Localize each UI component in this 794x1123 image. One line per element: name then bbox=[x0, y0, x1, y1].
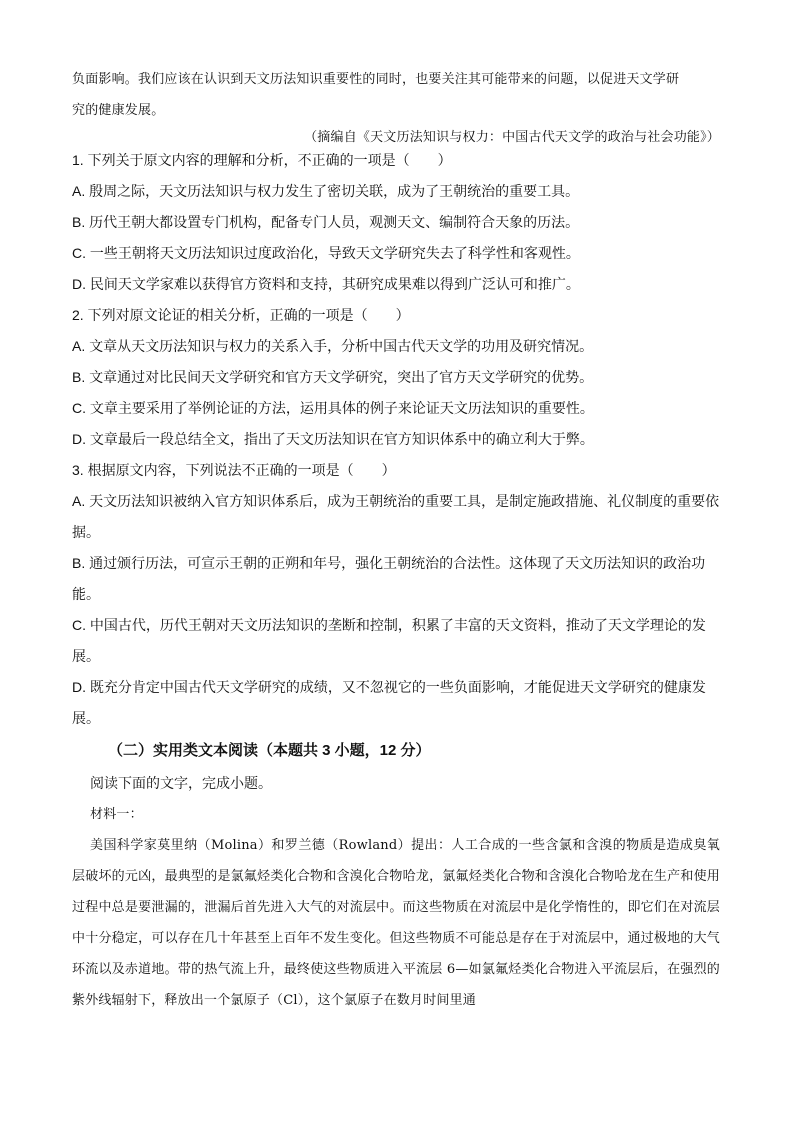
option-c: C. 一些王朝将天文历法知识过度政治化，导致天文学研究失去了科学性和客观性。 bbox=[72, 245, 580, 261]
passage-tail-line-2: 究的健康发展。 bbox=[72, 103, 165, 118]
section-heading: （二）实用类文本阅读（本题共 3 小题，12 分） bbox=[108, 742, 431, 759]
option-a: A. 殷周之际，天文历法知识与权力发生了密切关联，成为了王朝统治的重要工具。 bbox=[72, 183, 580, 199]
option-c: C. 中国古代，历代王朝对天文历法知识的垄断和控制，积累了丰富的天文资料，推动了天文学理论的发展。 bbox=[72, 617, 706, 664]
question-stem: 1. 下列关于原文内容的理解和分析，不正确的一项是（ ） bbox=[72, 152, 452, 168]
option-d: D. 既充分肯定中国古代天文学研究的成绩，又不忽视它的一些负面影响，才能促进天文学研究的健康发展。 bbox=[72, 679, 706, 726]
section-instruction: 阅读下面的文字，完成小题。 bbox=[90, 775, 272, 791]
material-label: 材料一： bbox=[90, 807, 143, 822]
option-d: D. 民间天文学家难以获得官方资料和支持，其研究成果难以得到广泛认可和推广。 bbox=[72, 276, 580, 292]
passage-tail-line-1: 负面影响。我们应该在认识到天文历法知识重要性的同时，也要关注其可能带来的问题，以促进天文学研 bbox=[72, 72, 680, 87]
option-b: B. 历代王朝大都设置专门机构，配备专门人员，观测天文、编制符合天象的历法。 bbox=[72, 214, 580, 230]
option-a: A. 天文历法知识被纳入官方知识体系后，成为王朝统治的重要工具，是制定施政措施、礼仪制度的重要依据。 bbox=[72, 493, 720, 540]
option-b: B. 通过颁行历法，可宣示王朝的正朔和年号，强化王朝统治的合法性。这体现了天文历法知识的政治功能。 bbox=[72, 555, 706, 602]
question-stem: 2. 下列对原文论证的相关分析，正确的一项是（ ） bbox=[72, 307, 410, 323]
question-3 bbox=[72, 455, 720, 734]
question-1 bbox=[72, 145, 720, 300]
option-b: B. 文章通过对比民间天文学研究和官方天文学研究，突出了官方天文学研究的优势。 bbox=[72, 369, 594, 385]
exam-page bbox=[72, 64, 720, 1016]
option-a: A. 文章从天文历法知识与权力的关系入手，分析中国古代天文学的功用及研究情况。 bbox=[72, 338, 594, 354]
option-c: C. 文章主要采用了举例论证的方法，运用具体的例子来论证天文历法知识的重要性。 bbox=[72, 400, 594, 416]
option-d: D. 文章最后一段总结全文，指出了天文历法知识在官方知识体系中的确立利大于弊。 bbox=[72, 431, 594, 447]
material-text: 美国科学家莫里纳（Molina）和罗兰德（Rowland）提出：人工合成的一些含氯和含溴的物质是造成臭氧层破坏的元凶，最典型的是氯氟烃类化合物和含溴化合物哈龙，氯氟烃类化合物和含溴化合物哈龙在生产和使用过程中总是要泄漏的，泄漏后首先进入大气的对流层中。而这些物质在对流层中是化学惰性的，即它们在对流层中十分稳定，可以存在几十年甚至上百年不发生变化。但这些物质不可能总是存在于对流层中，通过极地的大气环流以及赤道地。带的热气流上升，最终使这些物质进入平流层 6—如氯氟烃类化合物进入平流层后，在强烈的紫外线辐射下，释放出一个氯原子（Cl），这个氯原子在数月时间里通 bbox=[72, 838, 720, 1008]
passage-source: （摘编自《天文历法知识与权力：中国古代天文学的政治与社会功能》） bbox=[304, 130, 720, 145]
question-2 bbox=[72, 300, 720, 455]
question-stem: 3. 根据原文内容，下列说法不正确的一项是（ ） bbox=[72, 462, 396, 478]
